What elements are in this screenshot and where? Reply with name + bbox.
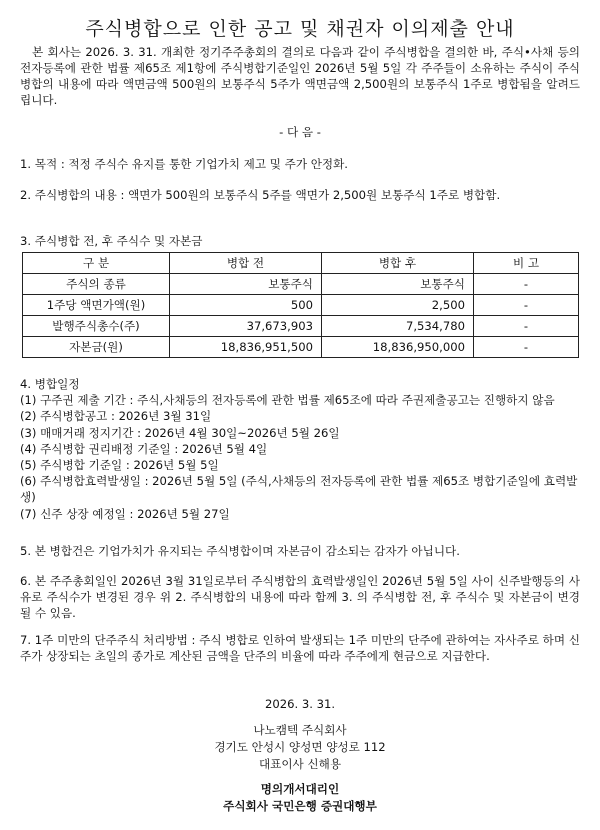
table-cell-note: -: [474, 295, 579, 316]
table-cell-note: -: [474, 316, 579, 337]
capital-table: [22, 252, 579, 358]
table-cell-label: 주식의 종류: [23, 274, 170, 295]
company-name: 나노캠텍 주식회사: [253, 723, 347, 737]
table-header-cell: 병합 전: [170, 253, 322, 274]
table-header-cell: 구 분: [23, 253, 170, 274]
table-cell-note: -: [474, 274, 579, 295]
table-header-cell: 병합 후: [322, 253, 474, 274]
page-title: 주식병합으로 인한 공고 및 채권자 이의제출 안내: [85, 18, 515, 40]
table-cell-note: -: [474, 337, 579, 358]
item-3-heading: 3. 주식병합 전, 후 주식수 및 자본금: [20, 234, 203, 248]
agent-name: 주식회사 국민은행 증권대행부: [223, 799, 377, 813]
table-cell-after: 2,500: [322, 295, 474, 316]
schedule-line: (7) 신주 상장 예정일 : 2026년 5월 27일: [20, 506, 230, 521]
company-address: 경기도 안성시 양성면 양성로 112: [214, 740, 386, 754]
table-row: [23, 316, 579, 337]
intro-paragraph: 본 회사는 2026. 3. 31. 개최한 정기주주총회의 결의로 다음과 같이 주식병합을 결의한 바, 주식•사채 등의 전자등록에 관한 법률 제65조 제1항에 주식병합기준일인 2026년 5월 5일 각 주주들이 소유하는 주식이 주식병합의 내용에 따라 액면금액 500원의 보통주식 5주가 액면금액 2,500원의 보통주식 1주로 병합됨을 알려드립니다.: [20, 45, 580, 107]
table-header-cell: 비 고: [474, 253, 579, 274]
table-cell-label: 자본금(원): [23, 337, 170, 358]
item-6-note: 6. 본 주주총회일인 2026년 3월 31일로부터 주식병합의 효력발생일인 2026년 5월 5일 사이 신주발행등의 사유로 주식수가 변경된 경우 위 2. 주식병합의 내용에 따라 함께 3. 의 주식병합 전, 후 주식수 및 자본금이 변경될 수 있음.: [20, 574, 580, 620]
item-4-schedule: [20, 376, 580, 522]
schedule-line: (3) 매매거래 정지기간 : 2026년 4월 30일~2026년 5월 26일: [20, 425, 340, 440]
agent-title: 명의개서대리인: [260, 782, 340, 796]
schedule-line: (1) 구주권 제출 기간 : 주식,사채등의 전자등록에 관한 법률 제65조에 따라 주권제출공고는 진행하지 않음: [20, 393, 555, 408]
table-cell-after: 보통주식: [322, 274, 474, 295]
table-cell-before: 18,836,951,500: [170, 337, 322, 358]
schedule-heading: 4. 병합일정: [20, 377, 80, 391]
schedule-line: (6) 주식병합효력발생일 : 2026년 5월 5일 (주식,사채등의 전자등록에 관한 법률 제65조 병합기준일에 효력발생): [20, 474, 578, 505]
divider-text: - 다 음 -: [279, 125, 321, 139]
table-cell-label: 1주당 액면가액(원): [23, 295, 170, 316]
notice-date: 2026. 3. 31.: [264, 697, 336, 711]
schedule-line: (2) 주식병합공고 : 2026년 3월 31일: [20, 409, 212, 424]
company-ceo: 대표이사 신해용: [258, 757, 342, 771]
table-row: [23, 295, 579, 316]
table-header-row: [23, 253, 579, 274]
table-cell-before: 보통주식: [170, 274, 322, 295]
table-row: [23, 337, 579, 358]
table-cell-before: 37,673,903: [170, 316, 322, 337]
schedule-line: (4) 주식병합 권리배정 기준일 : 2026년 5월 4일: [20, 441, 268, 456]
item-7-note: 7. 1주 미만의 단주주식 처리방법 : 주식 병합로 인하여 발생되는 1주 미만의 단주에 관하여는 자사주로 하며 신주가 상장되는 초일의 종가로 계산된 금액을 단주의 비율에 따라 주주에게 현금으로 지급한다.: [20, 633, 580, 663]
table-cell-after: 18,836,950,000: [322, 337, 474, 358]
table-cell-label: 발행주식총수(주): [23, 316, 170, 337]
table-cell-before: 500: [170, 295, 322, 316]
item-1-purpose: 1. 목적 : 적정 주식수 유지를 통한 기업가치 제고 및 주가 안정화.: [20, 157, 348, 171]
schedule-line: (5) 주식병합 기준일 : 2026년 5월 5일: [20, 458, 219, 473]
table-row: [23, 274, 579, 295]
item-2-content: 2. 주식병합의 내용 : 액면가 500원의 보통주식 5주를 액면가 2,500원 보통주식 1주로 병합함.: [20, 188, 501, 202]
table-cell-after: 7,534,780: [322, 316, 474, 337]
item-5-note: 5. 본 병합건은 기업가치가 유지되는 주식병합이며 자본금이 감소되는 감자가 아닙니다.: [20, 544, 460, 558]
